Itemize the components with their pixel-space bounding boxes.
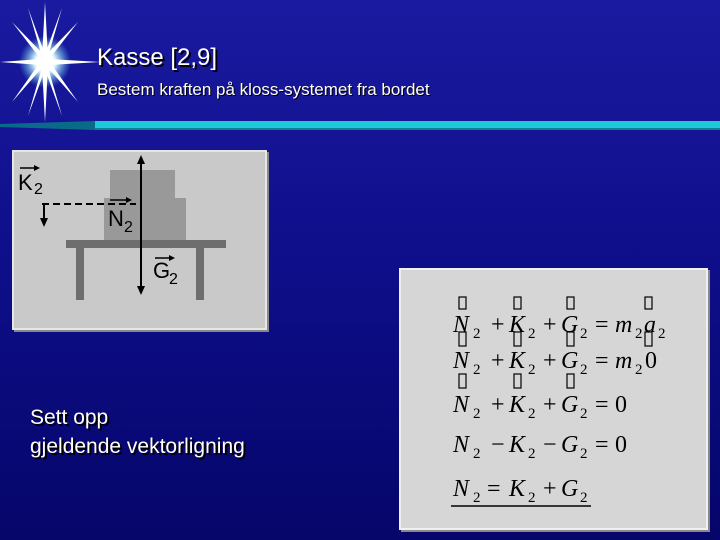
equation-4 xyxy=(452,432,627,462)
svg-text:+: + xyxy=(491,392,505,418)
svg-text:0: 0 xyxy=(615,392,627,418)
svg-text:2: 2 xyxy=(473,446,481,462)
svg-text:2: 2 xyxy=(473,406,481,422)
instruction-line-2: gjeldende vektorligning xyxy=(30,435,245,458)
svg-text:2: 2 xyxy=(580,362,588,378)
svg-text:2: 2 xyxy=(528,326,536,342)
table-top xyxy=(66,240,226,248)
svg-text:K: K xyxy=(18,170,33,195)
equation-3 xyxy=(452,392,627,422)
svg-text:2: 2 xyxy=(580,490,588,506)
svg-text:N: N xyxy=(453,312,470,338)
svg-text:N: N xyxy=(453,432,470,458)
equation-2 xyxy=(452,348,657,378)
svg-text:N: N xyxy=(453,392,470,418)
svg-text:+: + xyxy=(543,348,557,374)
slide-title: Kasse [2,9] xyxy=(97,44,218,71)
svg-text:+: + xyxy=(491,312,505,338)
svg-text:2: 2 xyxy=(635,362,643,378)
svg-text:G: G xyxy=(561,476,579,502)
table-leg-right xyxy=(196,248,204,300)
svg-text:K: K xyxy=(509,312,526,338)
svg-text:2: 2 xyxy=(124,219,133,236)
slide-subtitle: Bestem kraften på kloss-systemet fra bordet xyxy=(97,80,430,99)
svg-text:+: + xyxy=(543,476,557,502)
svg-text:0: 0 xyxy=(615,432,627,458)
svg-text:m: m xyxy=(615,312,633,338)
svg-text:+: + xyxy=(543,312,557,338)
star-burst-icon xyxy=(0,0,110,130)
svg-text:=: = xyxy=(595,348,609,374)
svg-text:2: 2 xyxy=(528,406,536,422)
svg-text:2: 2 xyxy=(473,490,481,506)
svg-text:2: 2 xyxy=(528,490,536,506)
svg-text:2: 2 xyxy=(169,271,178,288)
equation-5-result xyxy=(452,476,588,506)
svg-text:a: a xyxy=(644,312,656,338)
svg-text:2: 2 xyxy=(528,362,536,378)
svg-text:K: K xyxy=(509,348,526,374)
svg-text:2: 2 xyxy=(580,326,588,342)
svg-text:G: G xyxy=(561,392,579,418)
svg-text:K: K xyxy=(509,476,526,502)
svg-text:2: 2 xyxy=(658,326,666,342)
svg-text:m: m xyxy=(615,348,633,374)
svg-text:K: K xyxy=(509,432,526,458)
svg-text:G: G xyxy=(561,312,579,338)
free-body-diagram xyxy=(12,150,267,330)
svg-text:G: G xyxy=(153,258,171,283)
label-G2 xyxy=(153,255,178,288)
svg-text:2: 2 xyxy=(473,326,481,342)
svg-text:+: + xyxy=(543,392,557,418)
svg-text:=: = xyxy=(595,432,609,458)
svg-text:2: 2 xyxy=(580,446,588,462)
svg-text:G: G xyxy=(561,348,579,374)
svg-text:N: N xyxy=(108,206,124,231)
equation-1 xyxy=(452,312,666,342)
instruction-line-1: Sett opp xyxy=(30,406,109,429)
label-K2 xyxy=(18,165,43,198)
accent-divider xyxy=(0,118,720,132)
svg-text:N: N xyxy=(453,476,470,502)
svg-text:2: 2 xyxy=(528,446,536,462)
svg-text:2: 2 xyxy=(473,362,481,378)
svg-text:−: − xyxy=(543,432,557,458)
svg-text:2: 2 xyxy=(635,326,643,342)
box-upper xyxy=(110,170,175,198)
equations-panel xyxy=(399,268,708,530)
svg-text:G: G xyxy=(561,432,579,458)
svg-text:=: = xyxy=(595,392,609,418)
svg-text:=: = xyxy=(487,476,501,502)
table-leg-left xyxy=(76,248,84,300)
instruction-text xyxy=(30,403,245,461)
svg-text:2: 2 xyxy=(580,406,588,422)
svg-text:+: + xyxy=(491,348,505,374)
svg-text:K: K xyxy=(509,392,526,418)
svg-text:2: 2 xyxy=(34,181,43,198)
svg-text:=: = xyxy=(595,312,609,338)
svg-text:0: 0 xyxy=(645,348,657,374)
svg-text:−: − xyxy=(491,432,505,458)
svg-text:N: N xyxy=(453,348,470,374)
